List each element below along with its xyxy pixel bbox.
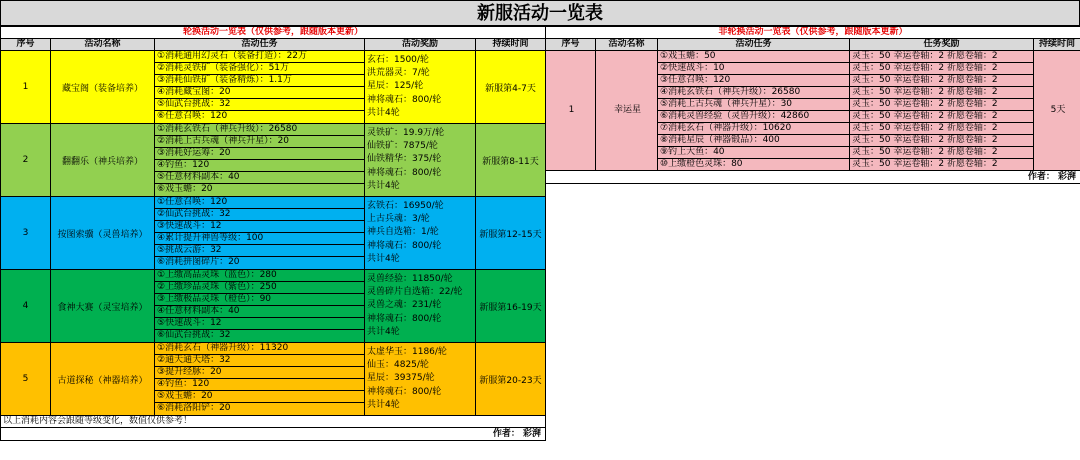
task-item: ②快速战斗：10 bbox=[658, 63, 850, 75]
event-tasks bbox=[155, 343, 365, 416]
task-item: ②消耗灵铁矿（装备强化）：51万 bbox=[155, 63, 364, 75]
task-item: ⑥任意召唤：120 bbox=[157, 111, 228, 121]
task-item: ⑩上缴橙色灵珠：80 bbox=[658, 159, 850, 171]
header-event-tasks: 活动任务 bbox=[658, 39, 850, 51]
reward-item: 灵铁矿：19.9万/轮 bbox=[367, 128, 445, 139]
task-item: ⑤戏玉蟾：20 bbox=[155, 391, 364, 403]
event-rewards bbox=[365, 124, 476, 197]
reward-item: 星辰：125/轮 bbox=[367, 81, 424, 92]
reward-item: 共计4轮 bbox=[367, 107, 400, 118]
reward-item: 灵玉：50 幸运卷轴：2 祈愿卷轴：2 bbox=[850, 99, 1034, 111]
reward-item: 灵玉：50 幸运卷轴：2 祈愿卷轴：2 bbox=[850, 123, 1034, 135]
reward-item: 灵玉：50 幸运卷轴：2 祈愿卷轴：2 bbox=[850, 159, 1034, 171]
reward-item: 玄石：1500/轮 bbox=[367, 55, 429, 66]
event-duration: 新服第12-15天 bbox=[476, 197, 546, 270]
task-item: ⑨钓上大鱼：40 bbox=[658, 147, 850, 159]
event-name: 幸运星 bbox=[596, 51, 658, 171]
event-rewards bbox=[365, 270, 476, 343]
reward-item: 神兵自选箱：1/轮 bbox=[367, 227, 439, 238]
reward-item: 共计4轮 bbox=[367, 399, 400, 410]
task-item: ①任意召唤：120 bbox=[155, 197, 364, 209]
event-seq: 1 bbox=[1, 51, 51, 124]
header-duration: 持续时间 bbox=[476, 39, 546, 51]
header-seq: 序号 bbox=[1, 39, 51, 51]
reward-item: 共计4轮 bbox=[367, 253, 400, 264]
reward-item: 神将魂石：800/轮 bbox=[367, 313, 442, 324]
non-rotating-table-subtitle: 非轮换活动一览表（仅供参考，跟随版本更新） bbox=[546, 27, 1080, 39]
event-name: 藏宝阁（装备培养） bbox=[51, 51, 155, 124]
event-duration: 5天 bbox=[1034, 51, 1080, 171]
task-item: ⑤挑战云游：32 bbox=[155, 245, 364, 257]
reward-item: 灵玉：50 幸运卷轴：2 祈愿卷轴：2 bbox=[850, 51, 1034, 63]
event-duration: 新服第8-11天 bbox=[476, 124, 546, 197]
task-item: ①消耗玄铁石（神兵升级）：26580 bbox=[155, 124, 364, 136]
event-row bbox=[1, 197, 546, 270]
task-item: ①上缴高品灵珠（蓝色）：280 bbox=[155, 270, 364, 282]
event-name: 食神大赛（灵宝培养） bbox=[51, 270, 155, 343]
task-item: ①消耗玄石（神器升级）：11320 bbox=[155, 343, 364, 355]
event-duration: 新服第16-19天 bbox=[476, 270, 546, 343]
event-tasks bbox=[155, 270, 365, 343]
header-event-rewards: 活动奖励 bbox=[365, 39, 476, 51]
header-event-name: 活动名称 bbox=[596, 39, 658, 51]
reward-item: 灵玉：50 幸运卷轴：2 祈愿卷轴：2 bbox=[850, 111, 1034, 123]
reward-item: 共计4轮 bbox=[367, 180, 400, 191]
task-item: ①戏玉蟾：50 bbox=[658, 51, 850, 63]
reward-item: 神将魂石：800/轮 bbox=[367, 240, 442, 251]
reward-item: 洪荒器灵：7/轮 bbox=[367, 68, 430, 79]
event-name: 翻翻乐（神兵培养） bbox=[51, 124, 155, 197]
task-item: ②上缴珍品灵珠（紫色）：250 bbox=[155, 282, 364, 294]
task-item: ②消耗上古兵魂（神兵升星）：20 bbox=[155, 136, 364, 148]
reward-item: 仙玉：4825/轮 bbox=[367, 360, 429, 371]
event-row bbox=[1, 51, 546, 124]
event-row bbox=[1, 124, 546, 197]
reward-item: 灵兽之魂：231/轮 bbox=[367, 300, 442, 311]
event-name: 古道探秘（神器培养） bbox=[51, 343, 155, 416]
event-tasks bbox=[155, 197, 365, 270]
event-seq: 3 bbox=[1, 197, 51, 270]
task-item: ④钓鱼：120 bbox=[155, 379, 364, 391]
reward-item: 共计4轮 bbox=[367, 326, 400, 337]
reward-item: 灵玉：50 幸运卷轴：2 祈愿卷轴：2 bbox=[850, 63, 1034, 75]
header-duration: 持续时间 bbox=[1034, 39, 1080, 51]
event-tasks bbox=[155, 51, 365, 124]
task-item: ④累计提升神兽等级：100 bbox=[155, 233, 364, 245]
task-item: ③消耗仙铁矿（装备精炼）：1.1万 bbox=[155, 75, 364, 87]
rotating-events-table bbox=[0, 26, 546, 441]
task-item: ①消耗通用幻灵石（装备打造）：22万 bbox=[155, 51, 364, 63]
reward-item: 灵兽碎片自选箱：22/轮 bbox=[367, 287, 463, 298]
event-row bbox=[1, 343, 546, 416]
reward-item: 灵玉：50 幸运卷轴：2 祈愿卷轴：2 bbox=[850, 135, 1034, 147]
reward-item: 神将魂石：800/轮 bbox=[367, 386, 442, 397]
non-rotating-events-table bbox=[545, 26, 1080, 184]
reward-item: 玄铁石：16950/轮 bbox=[367, 201, 444, 212]
event-tasks bbox=[155, 124, 365, 197]
reward-item: 灵玉：50 幸运卷轴：2 祈愿卷轴：2 bbox=[850, 147, 1034, 159]
task-item: ⑤任意材料副本：40 bbox=[155, 172, 364, 184]
reward-item: 星辰：39375/轮 bbox=[367, 373, 435, 384]
event-rewards bbox=[365, 51, 476, 124]
task-item: ⑥消耗洛阳铲：20 bbox=[157, 403, 231, 413]
task-row bbox=[546, 51, 1080, 63]
event-rewards bbox=[365, 343, 476, 416]
page-title: 新服活动一览表 bbox=[0, 0, 1080, 26]
header-seq: 序号 bbox=[546, 39, 596, 51]
task-item: ③任意召唤：120 bbox=[658, 75, 850, 87]
reward-item: 灵兽经验：11850/轮 bbox=[367, 274, 453, 285]
task-item: ④任意材料副本：40 bbox=[155, 306, 364, 318]
header-event-tasks: 活动任务 bbox=[155, 39, 365, 51]
reward-item: 仙铁精华：375/轮 bbox=[367, 154, 442, 165]
reward-item: 神将魂石：800/轮 bbox=[367, 94, 442, 105]
footnote: 以上消耗内容会跟随等级变化，数值仅供参考！ bbox=[1, 416, 546, 428]
task-item: ⑥消耗拼图碎片：20 bbox=[157, 257, 240, 267]
task-item: ⑧消耗星辰（神器锻品）：400 bbox=[658, 135, 850, 147]
event-name: 按图索骥（灵兽培养） bbox=[51, 197, 155, 270]
event-seq: 1 bbox=[546, 51, 596, 171]
task-item: ④钓鱼：120 bbox=[155, 160, 364, 172]
task-item: ③提升经脉：20 bbox=[155, 367, 364, 379]
task-item: ⑦消耗玄石（神器升级）：10620 bbox=[658, 123, 850, 135]
author-credit: 作者： 彩湃 bbox=[546, 171, 1080, 184]
task-item: ③快速战斗：12 bbox=[155, 221, 364, 233]
reward-item: 灵玉：50 幸运卷轴：2 祈愿卷轴：2 bbox=[850, 87, 1034, 99]
task-item: ⑥消耗灵兽经验（灵兽升级）：42860 bbox=[658, 111, 850, 123]
task-item: ②通天通天塔：32 bbox=[155, 355, 364, 367]
task-item: ⑥仙武台挑战：32 bbox=[157, 330, 231, 340]
event-rewards bbox=[365, 197, 476, 270]
header-task-rewards: 任务奖励 bbox=[850, 39, 1034, 51]
header-event-name: 活动名称 bbox=[51, 39, 155, 51]
task-item: ②仙武台挑战：32 bbox=[155, 209, 364, 221]
task-item: ④消耗玄铁石（神兵升级）：26580 bbox=[658, 87, 850, 99]
task-item: ⑤快速战斗：12 bbox=[155, 318, 364, 330]
reward-item: 仙铁矿：7875/轮 bbox=[367, 141, 438, 152]
task-item: ④消耗藏宝图：20 bbox=[155, 87, 364, 99]
event-duration: 新服第4-7天 bbox=[476, 51, 546, 124]
event-seq: 5 bbox=[1, 343, 51, 416]
reward-item: 太虚华玉：1186/轮 bbox=[367, 347, 447, 358]
task-item: ③消耗好运筹：20 bbox=[155, 148, 364, 160]
task-item: ⑤消耗上古兵魂（神兵升星）：30 bbox=[658, 99, 850, 111]
reward-item: 灵玉：50 幸运卷轴：2 祈愿卷轴：2 bbox=[850, 75, 1034, 87]
task-item: ⑥戏玉蟾：20 bbox=[157, 184, 213, 194]
rotating-table-subtitle: 轮换活动一览表（仅供参考，跟随版本更新） bbox=[1, 27, 546, 39]
event-seq: 2 bbox=[1, 124, 51, 197]
event-seq: 4 bbox=[1, 270, 51, 343]
event-row bbox=[1, 270, 546, 343]
event-duration: 新服第20-23天 bbox=[476, 343, 546, 416]
author-credit: 作者： 彩湃 bbox=[1, 428, 546, 441]
task-item: ⑤仙武台挑战：32 bbox=[155, 99, 364, 111]
task-item: ③上缴极品灵珠（橙色）：90 bbox=[155, 294, 364, 306]
reward-item: 上古兵魂：3/轮 bbox=[367, 214, 430, 225]
reward-item: 神将魂石：800/轮 bbox=[367, 167, 442, 178]
